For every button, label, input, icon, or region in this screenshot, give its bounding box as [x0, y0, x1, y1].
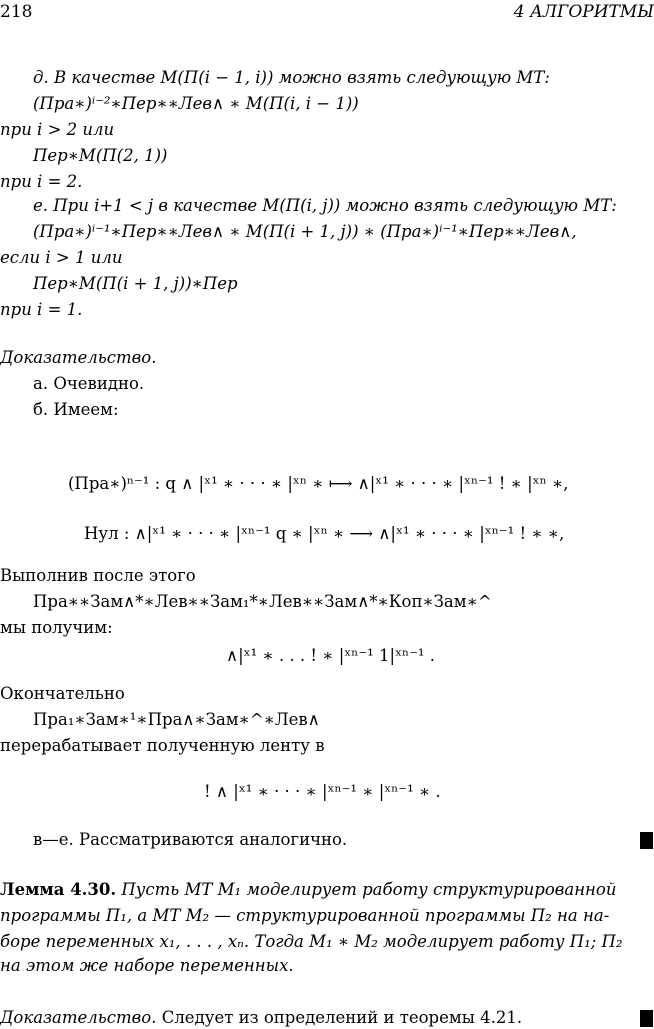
- text-after: Выполнив после этого: [0, 566, 196, 585]
- proof-case-a: а. Очевидно.: [33, 374, 145, 393]
- lemma-line4: на этом же наборе переменных.: [0, 956, 294, 975]
- lemma-label: Лемма 4.30.: [0, 880, 117, 899]
- final-proof-text: Следует из определений и теоремы 4.21.: [161, 1008, 523, 1027]
- text-transforms: перерабатывает полученную ленту в: [0, 736, 325, 755]
- proof-case-ve: в—е. Рассматриваются аналогично.: [33, 830, 348, 849]
- lemma-line1: [0, 880, 617, 899]
- text-finally: Окончательно: [0, 684, 125, 703]
- case-e-formula: (Пра∗)ⁱ⁻¹∗Пер∗∗Лев∧ ∗ M(Π(i + 1, j)) ∗ (Пра∗)ⁱ⁻¹∗Пер∗∗Лев∧,: [33, 222, 577, 241]
- case-e-line1: е. При i+1 < j в качестве M(Π(i, j)) можно взять следующую МТ:: [33, 196, 617, 215]
- lemma-line3: боре переменных x₁, . . . , xₙ. Тогда M₁ ∗ M₂ моделирует работу Π₁; Π₂: [0, 932, 623, 951]
- case-d-formula2: Пер∗M(Π(2, 1)): [33, 146, 168, 165]
- case-e-condition1: если i > 1 или: [0, 248, 123, 267]
- case-e-formula2: Пер∗M(Π(i + 1, j))∗Пер: [33, 274, 238, 293]
- final-proof-label: Доказательство.: [0, 1008, 157, 1027]
- lemma-line2: программы Π₁, а МТ M₂ — структурированной программы Π₂ на на-: [0, 906, 610, 925]
- qed-mark-final: [640, 1010, 653, 1027]
- page-number: 218: [0, 2, 33, 22]
- case-d-line1: д. В качестве M(Π(i − 1, i)) можно взять следующую МТ:: [33, 68, 550, 87]
- case-d-condition1: при i > 2 или: [0, 120, 115, 139]
- lemma-text-1: Пусть МТ M₁ моделирует работу структурированной: [121, 880, 617, 899]
- proof-title: Доказательство.: [0, 348, 157, 367]
- formula-result1: ∧|ˣ¹ ∗ . . . ! ∗ |ˣⁿ⁻¹ 1|ˣⁿ⁻¹ .: [226, 646, 436, 665]
- formula-program2: Пра₁∗Зам∗¹∗Пра∧∗Зам∗^∗Лев∧: [33, 710, 320, 729]
- case-e-condition2: при i = 1.: [0, 300, 83, 319]
- qed-mark: [640, 832, 653, 849]
- chapter-title: 4 АЛГОРИТМЫ: [513, 2, 654, 22]
- case-d-formula: (Пра∗)ⁱ⁻²∗Пер∗∗Лев∧ ∗ M(Π(i, i − 1)): [33, 94, 359, 113]
- formula-nul: Нул : ∧|ˣ¹ ∗ · · · ∗ |ˣⁿ⁻¹ q ∗ |ˣⁿ ∗ ⟶ ∧|ˣ¹ ∗ · · · ∗ |ˣⁿ⁻¹ ! ∗ ∗,: [84, 524, 565, 543]
- formula-pra: (Пра∗)ⁿ⁻¹ : q ∧ |ˣ¹ ∗ · · · ∗ |ˣⁿ ∗ ⟼ ∧|ˣ¹ ∗ · · · ∗ |ˣⁿ⁻¹ ! ∗ |ˣⁿ ∗,: [68, 474, 569, 493]
- case-d-condition2: при i = 2.: [0, 172, 83, 191]
- formula-program1: Пра∗∗Зам∧*∗Лев∗∗Зам₁*∗Лев∗∗Зам∧*∗Коп∗Зам∗^: [33, 592, 492, 611]
- final-proof-line: [0, 1008, 522, 1027]
- text-we-get: мы получим:: [0, 618, 113, 637]
- formula-result2: ! ∧ |ˣ¹ ∗ · · · ∗ |ˣⁿ⁻¹ ∗ |ˣⁿ⁻¹ ∗ .: [204, 782, 441, 801]
- proof-case-b: б. Имеем:: [33, 400, 119, 419]
